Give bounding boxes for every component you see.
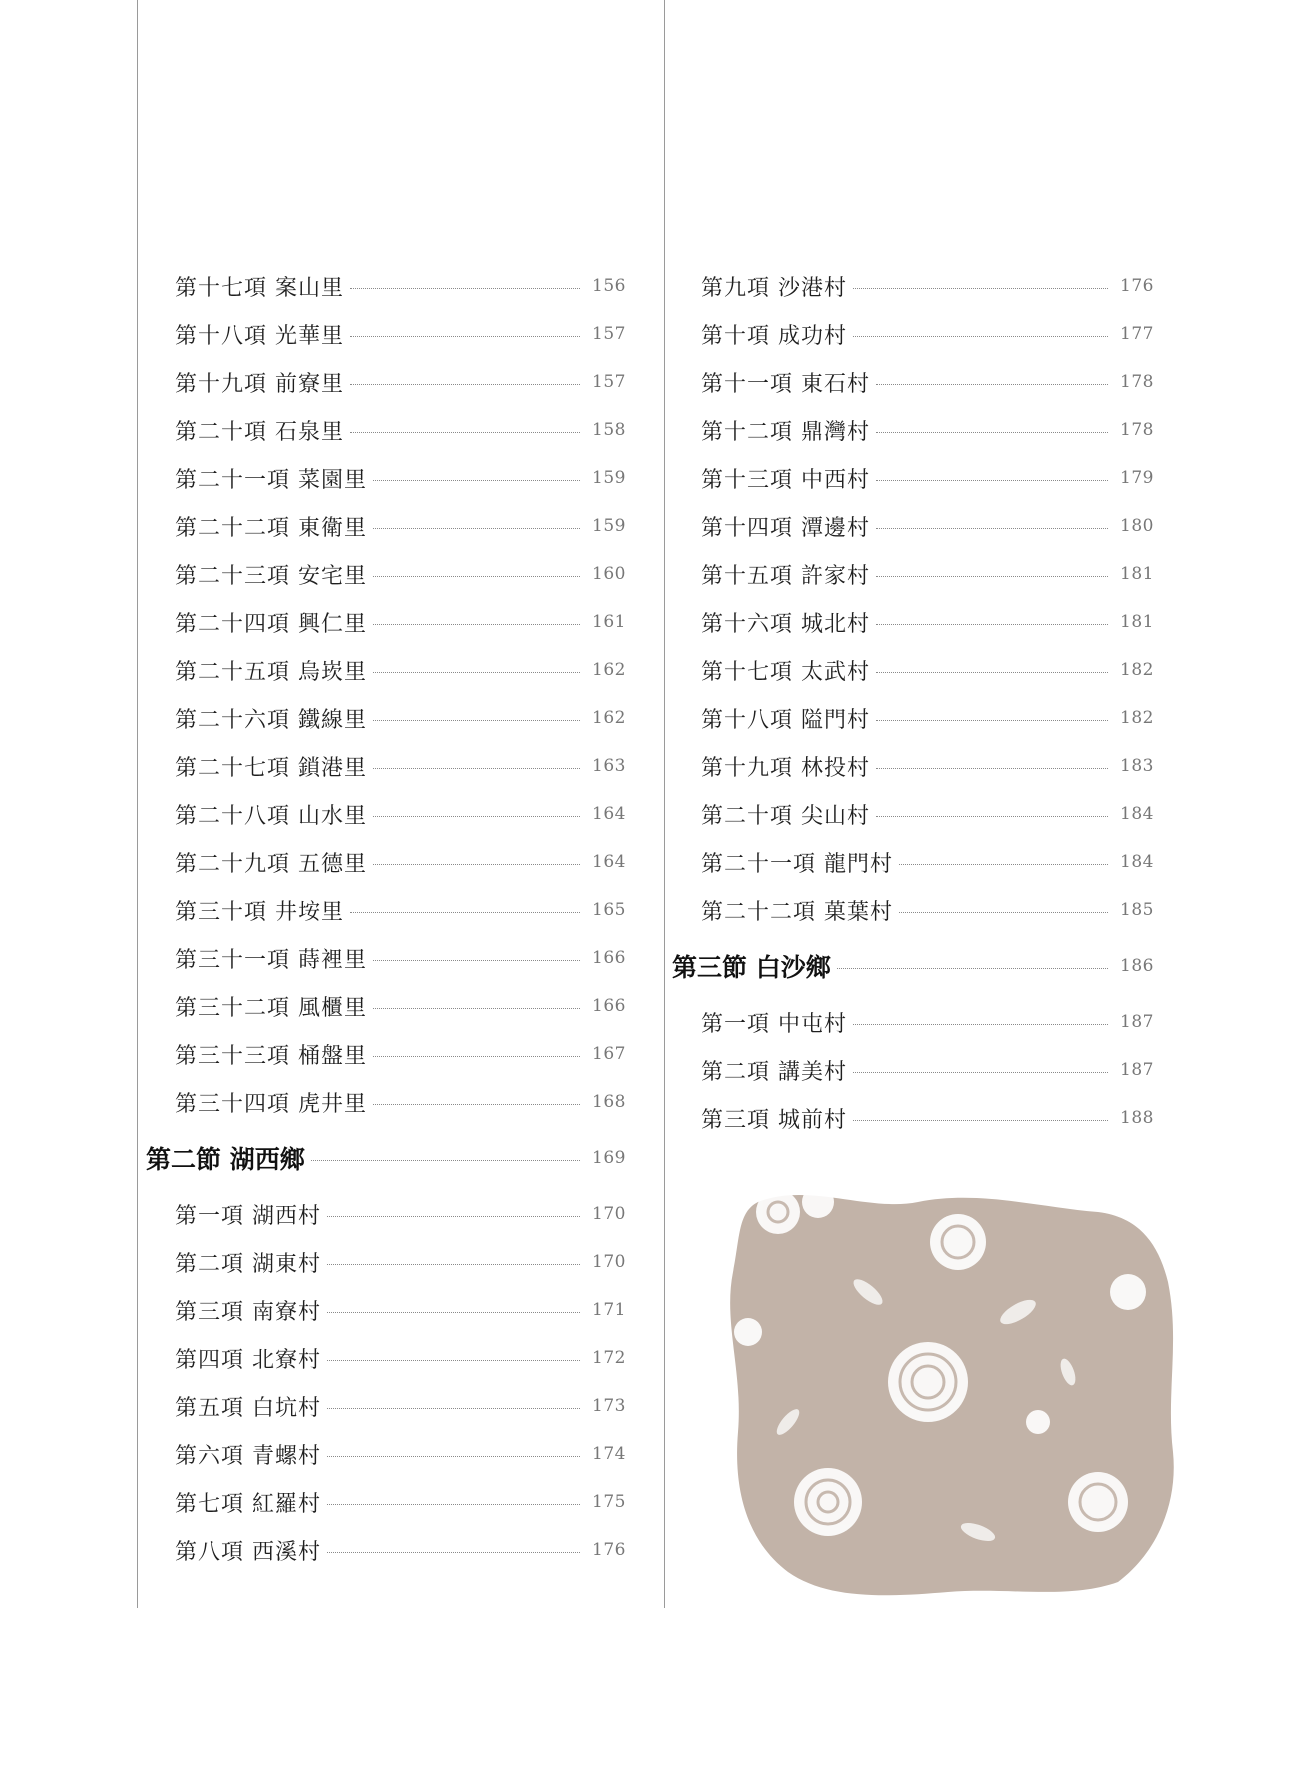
toc-leader-dots [373, 624, 580, 625]
toc-page-number: 185 [1120, 900, 1154, 920]
toc-entry[interactable] [175, 454, 626, 502]
toc-entry-title: 第七項 紅羅村 [175, 1491, 321, 1517]
toc-leader-dots [350, 336, 580, 337]
toc-entry[interactable] [701, 742, 1154, 790]
toc-leader-dots [876, 624, 1108, 625]
toc-entry[interactable] [175, 886, 626, 934]
toc-entry[interactable] [701, 886, 1154, 934]
toc-page-number: 160 [592, 564, 626, 584]
toc-leader-dots [373, 1056, 580, 1057]
toc-page-number: 169 [592, 1148, 626, 1168]
toc-page-number: 176 [592, 1540, 626, 1560]
toc-page-number: 157 [592, 372, 626, 392]
toc-leader-dots [876, 576, 1108, 577]
toc-entry-title: 第三節 白沙鄉 [672, 953, 831, 982]
toc-entry[interactable] [701, 838, 1154, 886]
toc-entry[interactable] [701, 790, 1154, 838]
toc-entry[interactable] [175, 742, 626, 790]
toc-page-number: 166 [592, 948, 626, 968]
toc-entry-title: 第二十二項 東衛里 [175, 515, 367, 541]
toc-entry-title: 第十七項 案山里 [175, 275, 344, 301]
toc-page-number: 179 [1120, 468, 1154, 488]
toc-entry-title: 第十三項 中西村 [701, 467, 870, 493]
toc-entry-title: 第二項 講美村 [701, 1059, 847, 1085]
toc-entry[interactable] [175, 1382, 626, 1430]
column-divider-rule [664, 0, 665, 1608]
toc-entry[interactable] [701, 550, 1154, 598]
toc-entry-title: 第三十項 井垵里 [175, 899, 344, 925]
toc-entry-title: 第二十二項 菓葉村 [701, 899, 893, 925]
toc-leader-dots [373, 768, 580, 769]
toc-entry[interactable] [175, 1238, 626, 1286]
toc-entry-title: 第十一項 東石村 [701, 371, 870, 397]
toc-entry[interactable] [175, 502, 626, 550]
toc-leader-dots [327, 1408, 580, 1409]
toc-entry[interactable] [701, 262, 1154, 310]
toc-entry[interactable] [175, 1030, 626, 1078]
toc-leader-dots [327, 1312, 580, 1313]
toc-entry[interactable] [175, 982, 626, 1030]
toc-entry-title: 第三十一項 蒔裡里 [175, 947, 367, 973]
toc-leader-dots [327, 1552, 580, 1553]
toc-entry-title: 第十五項 許家村 [701, 563, 870, 589]
toc-leader-dots [373, 1104, 580, 1105]
toc-entry-title: 第五項 白坑村 [175, 1395, 321, 1421]
toc-entry[interactable] [175, 310, 626, 358]
toc-page-number: 186 [1120, 956, 1154, 976]
toc-entry[interactable] [175, 598, 626, 646]
toc-page-number: 180 [1120, 516, 1154, 536]
toc-leader-dots [327, 1360, 580, 1361]
toc-entry[interactable] [175, 262, 626, 310]
toc-entry-title: 第二十項 尖山村 [701, 803, 870, 829]
toc-page-number: 165 [592, 900, 626, 920]
toc-entry-title: 第九項 沙港村 [701, 275, 847, 301]
toc-leader-dots [876, 432, 1108, 433]
toc-leader-dots [373, 960, 580, 961]
toc-entry-title: 第十四項 潭邊村 [701, 515, 870, 541]
toc-page-number: 182 [1120, 660, 1154, 680]
toc-entry-title: 第一項 中屯村 [701, 1011, 847, 1037]
toc-left-column [146, 262, 626, 1574]
toc-entry[interactable] [175, 790, 626, 838]
toc-leader-dots [373, 720, 580, 721]
toc-page-number: 170 [592, 1204, 626, 1224]
toc-leader-dots [899, 912, 1108, 913]
toc-entry[interactable] [175, 1430, 626, 1478]
toc-entry-title: 第八項 西溪村 [175, 1539, 321, 1565]
toc-page-number: 181 [1120, 564, 1154, 584]
toc-entry-title: 第二十四項 興仁里 [175, 611, 367, 637]
toc-entry[interactable] [701, 998, 1154, 1046]
toc-page-number: 181 [1120, 612, 1154, 632]
toc-entry-title: 第十二項 鼎灣村 [701, 419, 870, 445]
toc-entry-title: 第一項 湖西村 [175, 1203, 321, 1229]
toc-leader-dots [876, 672, 1108, 673]
toc-leader-dots [373, 576, 580, 577]
toc-leader-dots [876, 384, 1108, 385]
toc-entry[interactable] [701, 406, 1154, 454]
toc-page-number: 157 [592, 324, 626, 344]
toc-entry-title: 第十八項 隘門村 [701, 707, 870, 733]
toc-leader-dots [837, 968, 1108, 969]
toc-entry-title: 第三十二項 風櫃里 [175, 995, 367, 1021]
toc-leader-dots [373, 816, 580, 817]
toc-page-number: 163 [592, 756, 626, 776]
toc-entry-title: 第二十六項 鐵線里 [175, 707, 367, 733]
toc-leader-dots [327, 1264, 580, 1265]
toc-page-number: 182 [1120, 708, 1154, 728]
toc-entry[interactable] [701, 358, 1154, 406]
toc-entry[interactable] [175, 1334, 626, 1382]
toc-leader-dots [853, 288, 1108, 289]
toc-page-number: 184 [1120, 852, 1154, 872]
toc-page-number: 187 [1120, 1060, 1154, 1080]
toc-entry-title: 第二十五項 烏崁里 [175, 659, 367, 685]
toc-page-number: 170 [592, 1252, 626, 1272]
toc-leader-dots [876, 816, 1108, 817]
toc-page-number: 156 [592, 276, 626, 296]
toc-leader-dots [876, 528, 1108, 529]
toc-entry-title: 第二十八項 山水里 [175, 803, 367, 829]
toc-entry-title: 第十六項 城北村 [701, 611, 870, 637]
toc-entry[interactable] [175, 838, 626, 886]
toc-leader-dots [373, 672, 580, 673]
toc-page-number: 164 [592, 852, 626, 872]
toc-entry-title: 第十七項 太武村 [701, 659, 870, 685]
toc-leader-dots [373, 528, 580, 529]
toc-entry[interactable] [701, 598, 1154, 646]
toc-page-number: 178 [1120, 372, 1154, 392]
toc-entry-title: 第三項 城前村 [701, 1107, 847, 1133]
toc-entry-title: 第十九項 前寮里 [175, 371, 344, 397]
toc-leader-dots [327, 1456, 580, 1457]
toc-entry[interactable] [701, 646, 1154, 694]
toc-entry[interactable] [701, 1094, 1154, 1142]
toc-leader-dots [899, 864, 1108, 865]
toc-leader-dots [853, 1120, 1108, 1121]
toc-leader-dots [327, 1504, 580, 1505]
toc-entry[interactable] [701, 694, 1154, 742]
toc-entry-title: 第三項 南寮村 [175, 1299, 321, 1325]
toc-entry-title: 第二十三項 安宅里 [175, 563, 367, 589]
toc-entry[interactable] [175, 1190, 626, 1238]
toc-leader-dots [311, 1160, 580, 1161]
toc-page-number: 162 [592, 660, 626, 680]
toc-page-number: 162 [592, 708, 626, 728]
toc-page-number: 158 [592, 420, 626, 440]
toc-entry-title: 第十項 成功村 [701, 323, 847, 349]
toc-leader-dots [350, 912, 580, 913]
toc-leader-dots [853, 336, 1108, 337]
toc-entry-title: 第十九項 林投村 [701, 755, 870, 781]
toc-entry[interactable] [701, 310, 1154, 358]
toc-page-number: 184 [1120, 804, 1154, 824]
toc-leader-dots [876, 720, 1108, 721]
toc-leader-dots [853, 1024, 1108, 1025]
floral-ornament-icon [718, 1172, 1180, 1600]
toc-entry-title: 第二十七項 鎖港里 [175, 755, 367, 781]
toc-page-number: 173 [592, 1396, 626, 1416]
toc-right-column [672, 262, 1154, 1142]
toc-entry-title: 第二項 湖東村 [175, 1251, 321, 1277]
toc-page-number: 178 [1120, 420, 1154, 440]
toc-entry[interactable] [175, 550, 626, 598]
toc-entry[interactable] [701, 502, 1154, 550]
toc-entry[interactable] [175, 694, 626, 742]
toc-section-entry[interactable] [146, 1126, 626, 1190]
toc-entry[interactable] [701, 454, 1154, 502]
toc-entry[interactable] [175, 1526, 626, 1574]
toc-page-number: 171 [592, 1300, 626, 1320]
toc-entry[interactable] [175, 358, 626, 406]
toc-page-number: 168 [592, 1092, 626, 1112]
toc-page-number: 176 [1120, 276, 1154, 296]
toc-page-number: 187 [1120, 1012, 1154, 1032]
toc-entry[interactable] [175, 1078, 626, 1126]
toc-leader-dots [853, 1072, 1108, 1073]
toc-entry-title: 第四項 北寮村 [175, 1347, 321, 1373]
toc-leader-dots [876, 480, 1108, 481]
toc-page-number: 159 [592, 516, 626, 536]
toc-section-entry[interactable] [672, 934, 1154, 998]
toc-page-number: 177 [1120, 324, 1154, 344]
toc-leader-dots [373, 1008, 580, 1009]
toc-entry-title: 第二十項 石泉里 [175, 419, 344, 445]
toc-page-number: 166 [592, 996, 626, 1016]
toc-entry-title: 第十八項 光華里 [175, 323, 344, 349]
toc-page-number: 164 [592, 804, 626, 824]
toc-page-number: 159 [592, 468, 626, 488]
toc-leader-dots [350, 288, 580, 289]
toc-entry-title: 第二十九項 五德里 [175, 851, 367, 877]
toc-entry-title: 第三十四項 虎井里 [175, 1091, 367, 1117]
toc-entry-title: 第三十三項 桶盤里 [175, 1043, 367, 1069]
toc-leader-dots [327, 1216, 580, 1217]
toc-page-number: 167 [592, 1044, 626, 1064]
toc-page-number: 174 [592, 1444, 626, 1464]
toc-entry-title: 第六項 青螺村 [175, 1443, 321, 1469]
toc-leader-dots [373, 864, 580, 865]
toc-leader-dots [373, 480, 580, 481]
toc-entry-title: 第二十一項 龍門村 [701, 851, 893, 877]
toc-entry-title: 第二節 湖西鄉 [146, 1145, 305, 1174]
toc-entry[interactable] [175, 1286, 626, 1334]
toc-page-number: 172 [592, 1348, 626, 1368]
toc-entry[interactable] [175, 406, 626, 454]
toc-entry[interactable] [175, 934, 626, 982]
toc-page-number: 175 [592, 1492, 626, 1512]
left-margin-rule [137, 0, 138, 1608]
toc-entry[interactable] [701, 1046, 1154, 1094]
toc-page-number: 161 [592, 612, 626, 632]
toc-leader-dots [350, 384, 580, 385]
toc-entry-title: 第二十一項 菜園里 [175, 467, 367, 493]
toc-entry[interactable] [175, 1478, 626, 1526]
toc-page-number: 188 [1120, 1108, 1154, 1128]
toc-leader-dots [350, 432, 580, 433]
toc-entry[interactable] [175, 646, 626, 694]
toc-leader-dots [876, 768, 1108, 769]
toc-page-number: 183 [1120, 756, 1154, 776]
